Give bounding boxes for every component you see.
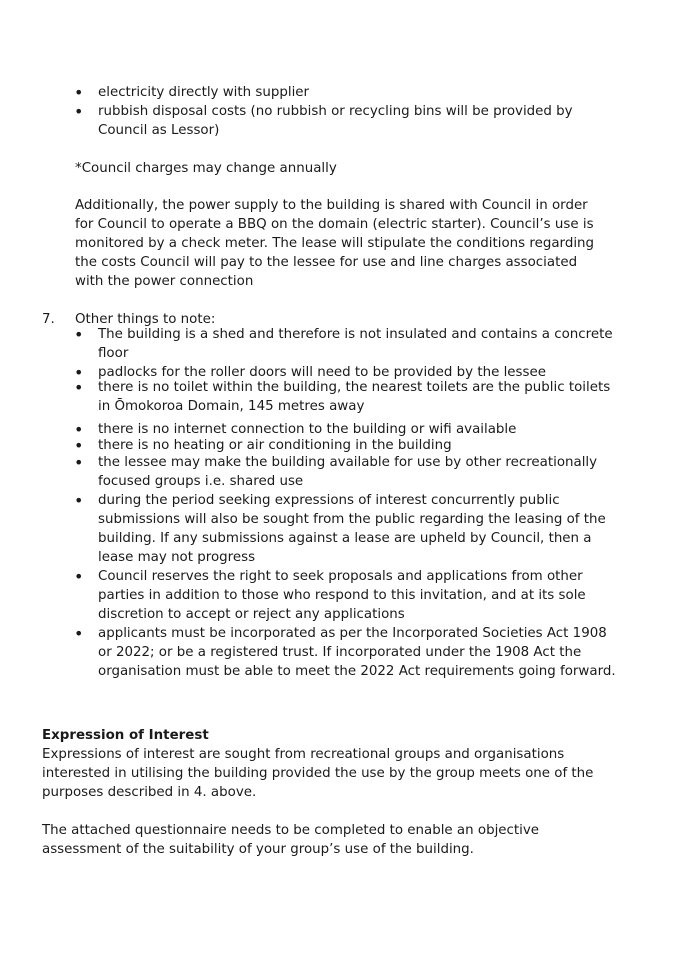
- list-item: • The building is a shed and therefore is not insulated and contains a concrete floor: [0, 325, 683, 363]
- section-title: Other things to note:: [75, 312, 216, 327]
- list-item: • electricity directly with supplier: [0, 83, 683, 102]
- top-bullet-list: [0, 83, 683, 140]
- council-charges-note: *Council charges may change annually: [75, 161, 337, 176]
- list-item: • applicants must be incorporated as per the Incorporated Societies Act 1908 or 2022; or be a registered trust. If incorporated under the 1908 Act the organisation must be able to meet the 2022 Act requirements going forward.: [0, 624, 683, 681]
- list-item: • rubbish disposal costs (no rubbish or recycling bins will be provided by Council as Lessor): [0, 102, 683, 140]
- eoi-questionnaire-paragraph: The attached questionnaire needs to be completed to enable an objective assessment of the suitability of your group’s use of the building.: [42, 823, 540, 857]
- list-item: • there is no toilet within the building, the nearest toilets are the public toilets in Ōmokoroa Domain, 145 metres away: [0, 378, 683, 416]
- list-item: • Council reserves the right to seek proposals and applications from other parties in addition to those who respond to this invitation, and at its sole discretion to accept or reject any applications: [0, 567, 683, 624]
- section-number: 7.: [42, 312, 55, 327]
- eoi-paragraph: Expressions of interest are sought from recreational groups and organisations interested in utilising the building provided the use by the group meets one of the purposes described in 4. above.: [42, 747, 594, 800]
- list-item: • during the period seeking expressions of interest concurrently public submissions will also be sought from the public regarding the leasing of the building. If any submissions against a lease are upheld by Council, then a lease may not progress: [0, 491, 683, 567]
- list-item: • padlocks for the roller doors will need to be provided by the lessee: [0, 363, 683, 382]
- section7-bullet-list: [0, 325, 683, 681]
- list-item: • there is no internet connection to the building or wifi available: [0, 420, 683, 439]
- list-item: • the lessee may make the building available for use by other recreationally focused groups i.e. shared use: [0, 453, 683, 491]
- list-item: • there is no heating or air conditioning in the building: [0, 436, 683, 455]
- section-heading: Expression of Interest: [42, 728, 209, 743]
- power-supply-paragraph: Additionally, the power supply to the building is shared with Council in order for Council to operate a BBQ on the domain (electric starter). Council’s use is monitored by a check meter. The lease will stipulate the conditions regarding the costs Council will pay to the lessee for use and line charges associated with the power connection: [75, 198, 595, 289]
